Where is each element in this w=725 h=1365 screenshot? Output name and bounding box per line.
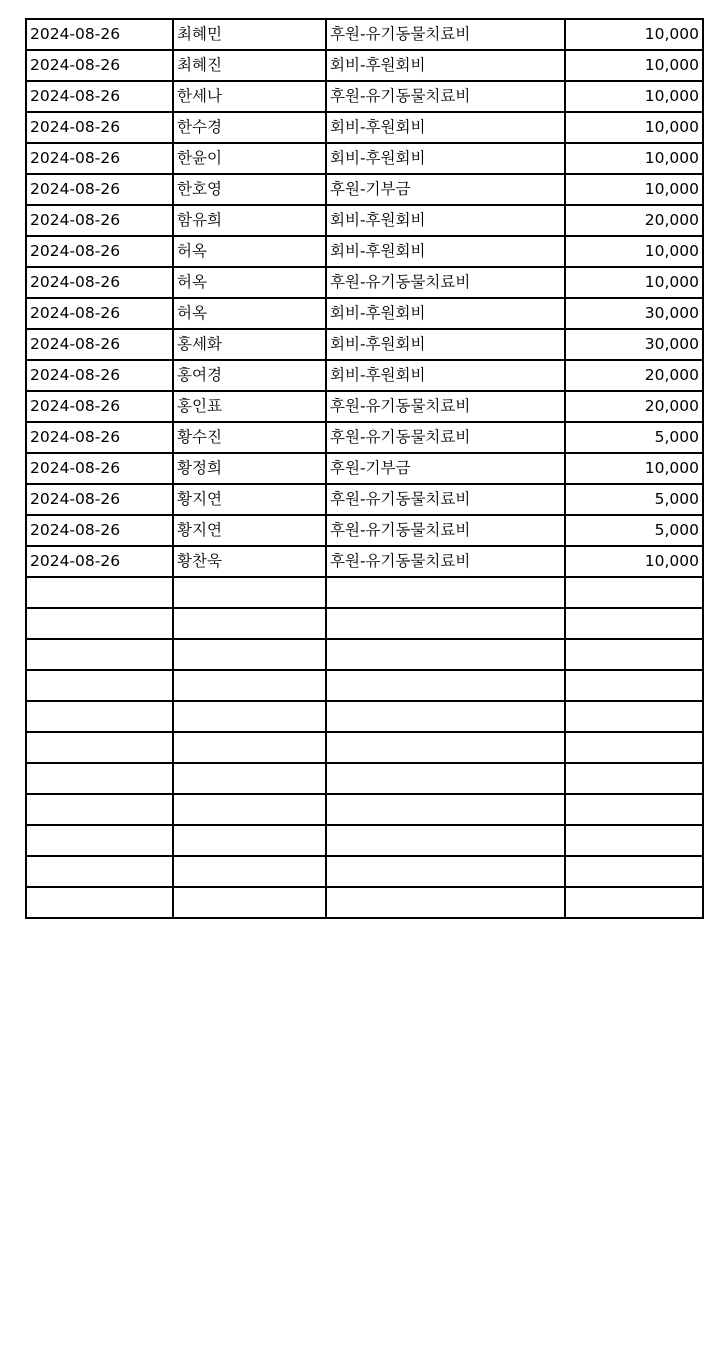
table-row (26, 329, 703, 360)
empty-date-cell (26, 639, 173, 670)
empty-category-cell (326, 825, 565, 856)
empty-donor-name-cell (173, 732, 326, 763)
donor-name-cell: 허옥 (173, 298, 326, 329)
empty-table-row (26, 763, 703, 794)
empty-donor-name-cell (173, 577, 326, 608)
date-cell: 2024-08-26 (26, 19, 173, 50)
empty-category-cell (326, 701, 565, 732)
date-cell: 2024-08-26 (26, 50, 173, 81)
empty-amount-cell (565, 701, 703, 732)
category-cell: 후원-유기동물치료비 (326, 546, 565, 577)
empty-table-row (26, 856, 703, 887)
amount-cell: 10,000 (565, 50, 703, 81)
empty-category-cell (326, 639, 565, 670)
table-row (26, 484, 703, 515)
donor-name-cell: 황수진 (173, 422, 326, 453)
empty-category-cell (326, 794, 565, 825)
empty-category-cell (326, 856, 565, 887)
empty-amount-cell (565, 732, 703, 763)
donor-name-cell: 최혜민 (173, 19, 326, 50)
empty-donor-name-cell (173, 825, 326, 856)
empty-date-cell (26, 825, 173, 856)
table-row (26, 453, 703, 484)
table-row (26, 236, 703, 267)
empty-amount-cell (565, 639, 703, 670)
donor-name-cell: 황정희 (173, 453, 326, 484)
date-cell: 2024-08-26 (26, 143, 173, 174)
amount-cell: 10,000 (565, 19, 703, 50)
amount-cell: 30,000 (565, 329, 703, 360)
date-cell: 2024-08-26 (26, 205, 173, 236)
amount-cell: 10,000 (565, 143, 703, 174)
empty-amount-cell (565, 763, 703, 794)
empty-table-row (26, 887, 703, 918)
empty-donor-name-cell (173, 794, 326, 825)
empty-table-row (26, 794, 703, 825)
category-cell: 후원-유기동물치료비 (326, 19, 565, 50)
date-cell: 2024-08-26 (26, 174, 173, 205)
empty-amount-cell (565, 794, 703, 825)
empty-date-cell (26, 732, 173, 763)
table-row (26, 422, 703, 453)
table-row (26, 298, 703, 329)
table-row (26, 19, 703, 50)
amount-cell: 20,000 (565, 360, 703, 391)
donor-name-cell: 한호영 (173, 174, 326, 205)
empty-table-row (26, 639, 703, 670)
donor-name-cell: 최혜진 (173, 50, 326, 81)
empty-amount-cell (565, 856, 703, 887)
date-cell: 2024-08-26 (26, 81, 173, 112)
empty-category-cell (326, 670, 565, 701)
empty-donor-name-cell (173, 608, 326, 639)
donor-name-cell: 한윤이 (173, 143, 326, 174)
table-row (26, 360, 703, 391)
table-row (26, 143, 703, 174)
empty-table-row (26, 732, 703, 763)
category-cell: 후원-유기동물치료비 (326, 81, 565, 112)
amount-cell: 10,000 (565, 453, 703, 484)
date-cell: 2024-08-26 (26, 515, 173, 546)
empty-donor-name-cell (173, 670, 326, 701)
empty-date-cell (26, 701, 173, 732)
date-cell: 2024-08-26 (26, 546, 173, 577)
donor-name-cell: 한수경 (173, 112, 326, 143)
amount-cell: 10,000 (565, 112, 703, 143)
empty-table-row (26, 577, 703, 608)
empty-donor-name-cell (173, 763, 326, 794)
amount-cell: 5,000 (565, 484, 703, 515)
empty-amount-cell (565, 825, 703, 856)
amount-cell: 30,000 (565, 298, 703, 329)
date-cell: 2024-08-26 (26, 484, 173, 515)
donor-name-cell: 허옥 (173, 267, 326, 298)
empty-category-cell (326, 732, 565, 763)
table-row (26, 81, 703, 112)
donor-name-cell: 황지연 (173, 515, 326, 546)
date-cell: 2024-08-26 (26, 298, 173, 329)
amount-cell: 10,000 (565, 267, 703, 298)
empty-amount-cell (565, 608, 703, 639)
empty-table-row (26, 825, 703, 856)
category-cell: 후원-기부금 (326, 174, 565, 205)
empty-category-cell (326, 608, 565, 639)
date-cell: 2024-08-26 (26, 422, 173, 453)
donor-name-cell: 홍여경 (173, 360, 326, 391)
table-row (26, 50, 703, 81)
category-cell: 회비-후원회비 (326, 143, 565, 174)
empty-date-cell (26, 794, 173, 825)
donor-name-cell: 황지연 (173, 484, 326, 515)
date-cell: 2024-08-26 (26, 329, 173, 360)
table-row (26, 515, 703, 546)
empty-donor-name-cell (173, 639, 326, 670)
date-cell: 2024-08-26 (26, 453, 173, 484)
category-cell: 후원-유기동물치료비 (326, 422, 565, 453)
empty-date-cell (26, 608, 173, 639)
date-cell: 2024-08-26 (26, 236, 173, 267)
empty-table-row (26, 608, 703, 639)
category-cell: 후원-유기동물치료비 (326, 267, 565, 298)
donor-name-cell: 함유희 (173, 205, 326, 236)
empty-amount-cell (565, 577, 703, 608)
category-cell: 후원-유기동물치료비 (326, 391, 565, 422)
category-cell: 회비-후원회비 (326, 298, 565, 329)
donor-name-cell: 한세나 (173, 81, 326, 112)
empty-date-cell (26, 887, 173, 918)
amount-cell: 20,000 (565, 391, 703, 422)
table-row (26, 391, 703, 422)
empty-table-row (26, 701, 703, 732)
empty-date-cell (26, 763, 173, 794)
empty-table-row (26, 670, 703, 701)
empty-category-cell (326, 577, 565, 608)
date-cell: 2024-08-26 (26, 391, 173, 422)
empty-donor-name-cell (173, 701, 326, 732)
donation-ledger-table (25, 18, 704, 919)
date-cell: 2024-08-26 (26, 360, 173, 391)
amount-cell: 5,000 (565, 422, 703, 453)
category-cell: 회비-후원회비 (326, 112, 565, 143)
category-cell: 회비-후원회비 (326, 329, 565, 360)
category-cell: 회비-후원회비 (326, 360, 565, 391)
category-cell: 후원-기부금 (326, 453, 565, 484)
amount-cell: 10,000 (565, 81, 703, 112)
table-row (26, 112, 703, 143)
date-cell: 2024-08-26 (26, 267, 173, 298)
donor-name-cell: 홍인표 (173, 391, 326, 422)
amount-cell: 10,000 (565, 546, 703, 577)
donor-name-cell: 홍세화 (173, 329, 326, 360)
table-row (26, 205, 703, 236)
empty-category-cell (326, 763, 565, 794)
empty-amount-cell (565, 670, 703, 701)
amount-cell: 10,000 (565, 236, 703, 267)
category-cell: 회비-후원회비 (326, 50, 565, 81)
empty-amount-cell (565, 887, 703, 918)
empty-date-cell (26, 577, 173, 608)
empty-donor-name-cell (173, 856, 326, 887)
empty-date-cell (26, 670, 173, 701)
category-cell: 후원-유기동물치료비 (326, 515, 565, 546)
donor-name-cell: 허옥 (173, 236, 326, 267)
table-row (26, 174, 703, 205)
category-cell: 후원-유기동물치료비 (326, 484, 565, 515)
amount-cell: 20,000 (565, 205, 703, 236)
table-row (26, 267, 703, 298)
amount-cell: 10,000 (565, 174, 703, 205)
ledger-body (26, 19, 703, 918)
amount-cell: 5,000 (565, 515, 703, 546)
empty-donor-name-cell (173, 887, 326, 918)
empty-category-cell (326, 887, 565, 918)
date-cell: 2024-08-26 (26, 112, 173, 143)
donor-name-cell: 황찬욱 (173, 546, 326, 577)
category-cell: 회비-후원회비 (326, 205, 565, 236)
empty-date-cell (26, 856, 173, 887)
table-row (26, 546, 703, 577)
category-cell: 회비-후원회비 (326, 236, 565, 267)
